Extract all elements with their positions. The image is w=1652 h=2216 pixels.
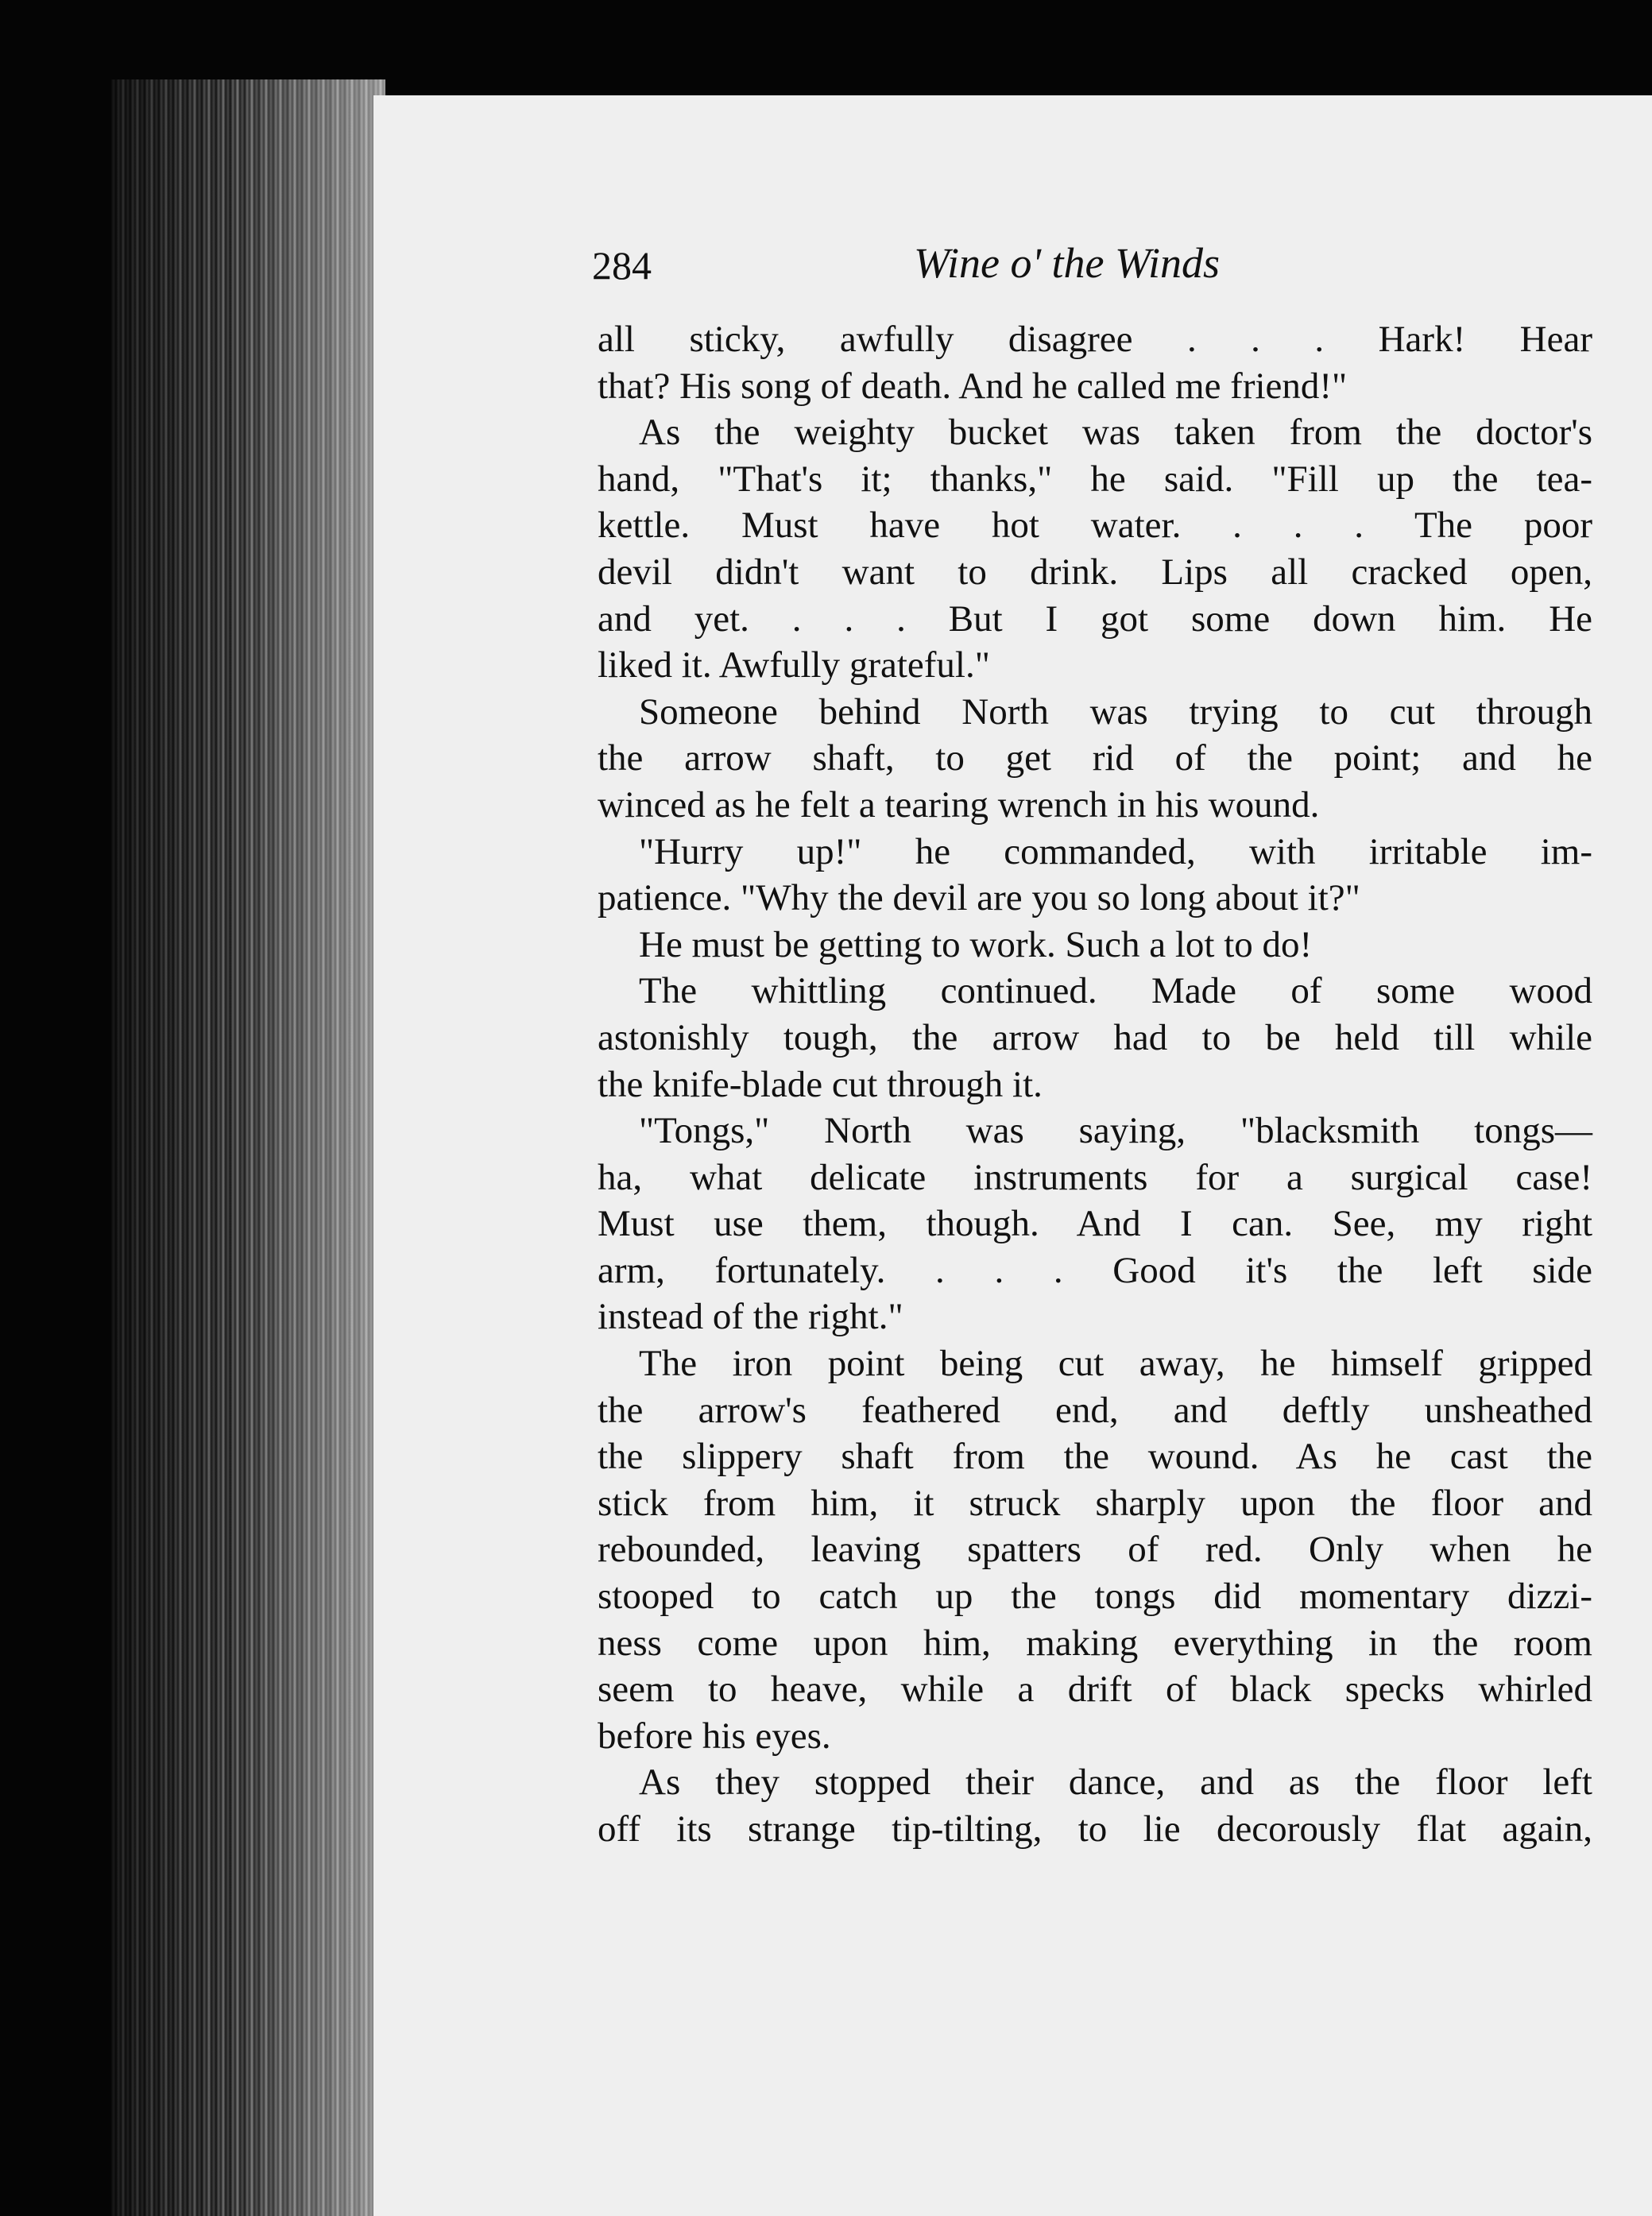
text-line: instead of the right."	[598, 1296, 903, 1338]
text-line: ness come upon him, making everything in the room	[598, 1622, 1592, 1664]
text-line: kettle. Must have hot water. . . . The poor	[598, 505, 1592, 547]
text-line: "Tongs," North was saying, "blacksmith tongs—	[639, 1110, 1592, 1152]
text-line: stooped to catch up the tongs did momentary dizzi-	[598, 1576, 1592, 1618]
text-line: The whittling continued. Made of some wood	[639, 970, 1592, 1012]
text-line: winced as he felt a tearing wrench in his wound.	[598, 783, 1320, 826]
book-page-edges-shading	[111, 79, 385, 2216]
text-line: "Hurry up!" he commanded, with irritable im-	[639, 830, 1592, 872]
text-line: hand, "That's it; thanks," he said. "Fill up the tea-	[598, 458, 1592, 500]
text-line: Someone behind North was trying to cut through	[639, 690, 1592, 733]
text-line: the arrow's feathered end, and deftly unsheathed	[598, 1389, 1592, 1431]
text-line: astonishly tough, the arrow had to be held till while	[598, 1016, 1592, 1058]
text-line: that? His song of death. And he called me friend!"	[598, 365, 1348, 407]
text-line: all sticky, awfully disagree . . . Hark! Hear	[598, 319, 1592, 360]
text-line: As the weighty bucket was taken from the doctor's	[639, 412, 1592, 454]
text-line: As they stopped their dance, and as the floor left	[639, 1762, 1592, 1804]
text-line: seem to heave, while a drift of black specks whirled	[598, 1669, 1592, 1711]
body-text	[598, 316, 1592, 1853]
text-line: devil didn't want to drink. Lips all cracked open,	[598, 551, 1592, 593]
text-line: He must be getting to work. Such a lot to do!	[639, 923, 1313, 965]
text-line: patience. "Why the devil are you so long about it?"	[598, 877, 1360, 919]
text-line: before his eyes.	[598, 1715, 831, 1757]
text-line: arm, fortunately. . . . Good it's the left side	[598, 1249, 1592, 1291]
text-line: the slippery shaft from the wound. As he cast the	[598, 1436, 1592, 1478]
text-line: liked it. Awfully grateful."	[598, 644, 990, 686]
text-line: the knife-blade cut through it.	[598, 1063, 1043, 1105]
page-number: 284	[592, 243, 652, 288]
running-title: Wine o' the Winds	[914, 239, 1221, 287]
running-head	[592, 238, 1593, 302]
text-line: off its strange tip-tilting, to lie decorously flat again,	[598, 1808, 1592, 1850]
text-line: ha, what delicate instruments for a surgical case!	[598, 1156, 1592, 1198]
text-line: rebounded, leaving spatters of red. Only when he	[598, 1529, 1592, 1571]
text-line: stick from him, it struck sharply upon the floor and	[598, 1482, 1592, 1524]
text-line: The iron point being cut away, he himself gripped	[639, 1343, 1592, 1385]
text-line: Must use them, though. And I can. See, my right	[598, 1203, 1592, 1245]
text-line: the arrow shaft, to get rid of the point; and he	[598, 737, 1592, 779]
text-line: and yet. . . . But I got some down him. He	[598, 598, 1592, 640]
